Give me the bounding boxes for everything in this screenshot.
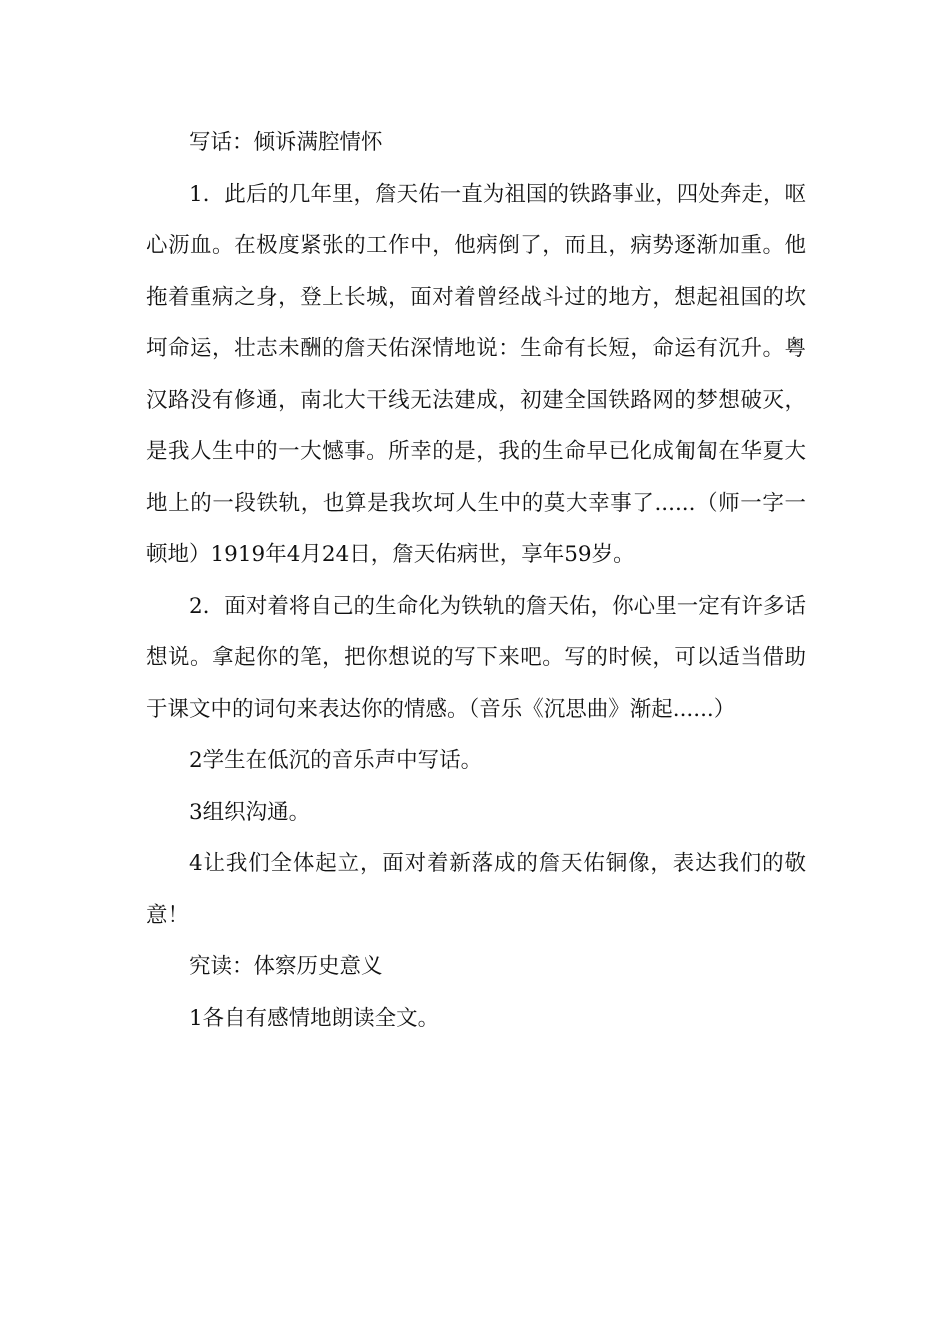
paragraph-2: 2．面对着将自己的生命化为铁轨的詹天佑，你心里一定有许多话想说。拿起你的笔，把你想说的写下来吧。写的时候，可以适当借助于课文中的词句来表达你的情感。（音乐《沉思曲》渐起......） (146, 593, 806, 722)
document-body (146, 117, 806, 1044)
section-heading-reading: 究读：体察历史意义 (189, 954, 383, 979)
paragraph-1: 1．此后的几年里，詹天佑一直为祖国的铁路事业，四处奔走，呕心沥血。在极度紧张的工作中，他病倒了，而且，病势逐渐加重。他拖着重病之身，登上长城，面对着曾经战斗过的地方，想起祖国的坎坷命运，壮志未酬的詹天佑深情地说：生命有长短，命运有沉升。粤汉路没有修通，南北大干线无法建成，初建全国铁路网的梦想破灭，是我人生中的一大憾事。所幸的是，我的生命早已化成匍匐在华夏大地上的一段铁轨，也算是我坎坷人生中的莫大幸事了......（师一字一顿地）1919年4月24日，詹天佑病世，享年59岁。 (146, 181, 806, 567)
paragraph-4: 3组织沟通。 (189, 799, 311, 825)
paragraph-3: 2学生在低沉的音乐声中写话。 (189, 748, 483, 773)
paragraph-5: 4让我们全体起立，面对着新落成的詹天佑铜像，表达我们的敬意！ (146, 851, 806, 928)
paragraph-6: 1各自有感情地朗读全文。 (189, 1005, 440, 1031)
section-heading-writing: 写话：倾诉满腔情怀 (189, 130, 383, 155)
